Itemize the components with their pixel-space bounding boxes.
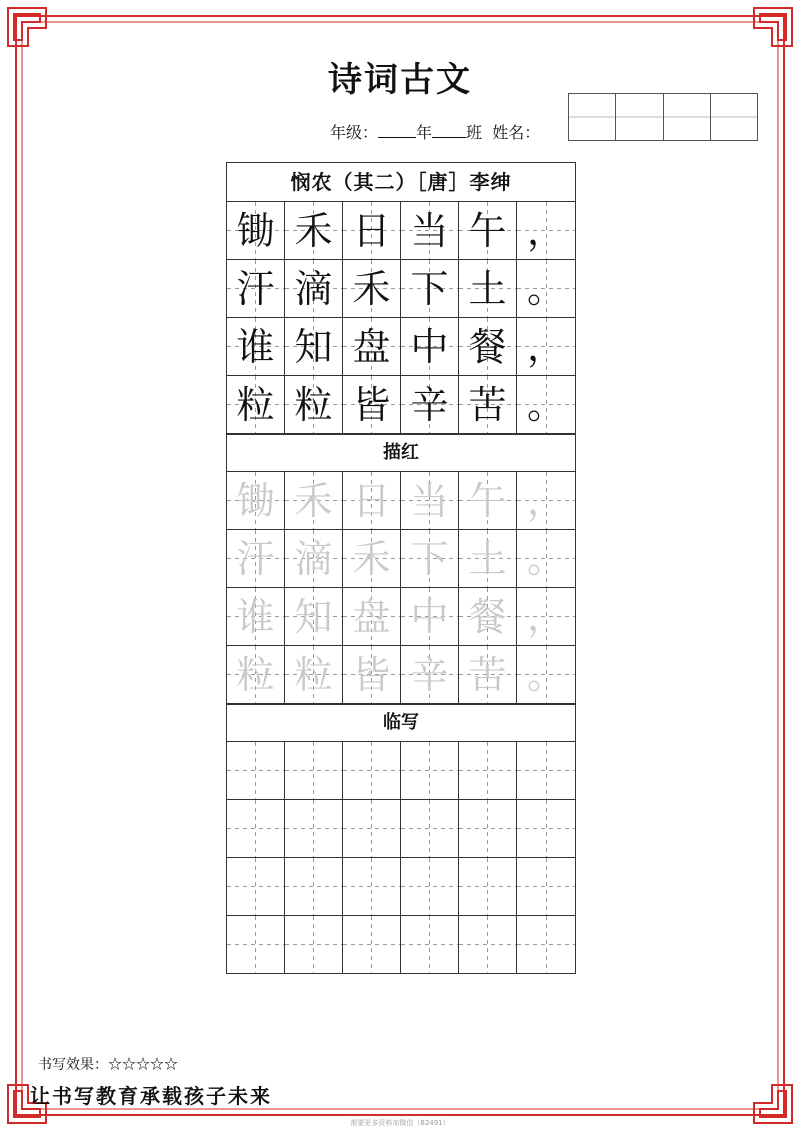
- character: 禾: [352, 536, 391, 581]
- character: 苦: [468, 382, 507, 427]
- grid-cell: [227, 318, 285, 375]
- grid-cell: [401, 318, 459, 375]
- grid-cell: [517, 472, 575, 529]
- character: 下: [410, 266, 449, 311]
- character: 。: [526, 536, 565, 581]
- character: 餐: [468, 594, 507, 639]
- grid-cell: [517, 202, 575, 259]
- character: 土: [468, 536, 507, 581]
- grid-cell: [285, 646, 343, 703]
- class-blank[interactable]: [432, 123, 466, 138]
- grid-row: [227, 800, 575, 858]
- character: 。: [526, 382, 565, 427]
- grid-cell: [227, 202, 285, 259]
- grid-cell: [227, 376, 285, 433]
- character: 日: [352, 208, 391, 253]
- grid-cell: [459, 376, 517, 433]
- grid-cell: [459, 202, 517, 259]
- grid-cell: [401, 588, 459, 645]
- character: 锄: [236, 478, 275, 523]
- copy-grid[interactable]: [227, 742, 575, 974]
- grid-cell: [517, 260, 575, 317]
- character: 粒: [236, 382, 275, 427]
- page-title: 诗词古文: [328, 60, 472, 100]
- name-box[interactable]: [664, 94, 711, 140]
- grid-cell: [517, 646, 575, 703]
- practice-sheet: [226, 162, 576, 974]
- grid-cell: [401, 646, 459, 703]
- grid-cell[interactable]: [227, 858, 285, 915]
- character: 皆: [352, 382, 391, 427]
- grid-cell[interactable]: [517, 742, 575, 799]
- grid-cell: [285, 472, 343, 529]
- character: 粒: [236, 652, 275, 697]
- grid-cell: [227, 646, 285, 703]
- character: 皆: [352, 652, 391, 697]
- grid-cell: [343, 202, 401, 259]
- grid-cell[interactable]: [401, 800, 459, 857]
- name-box[interactable]: [711, 94, 757, 140]
- grid-cell[interactable]: [517, 858, 575, 915]
- grid-cell: [401, 530, 459, 587]
- character: 午: [468, 208, 507, 253]
- grid-cell: [459, 646, 517, 703]
- name-writing-boxes[interactable]: [568, 93, 758, 141]
- grid-cell: [285, 588, 343, 645]
- grid-cell[interactable]: [285, 800, 343, 857]
- grid-cell: [343, 318, 401, 375]
- trace-section-title: 描红: [227, 434, 575, 472]
- character: 粒: [294, 652, 333, 697]
- poem-text-grid: [227, 202, 575, 434]
- grid-cell: [285, 530, 343, 587]
- grade-blank[interactable]: [378, 123, 416, 138]
- grid-cell: [517, 318, 575, 375]
- rating-stars-icon[interactable]: ☆☆☆☆☆: [108, 1057, 178, 1073]
- trace-grid: [227, 472, 575, 704]
- character: 土: [468, 266, 507, 311]
- grid-cell[interactable]: [227, 742, 285, 799]
- writing-rating: [38, 1054, 178, 1074]
- character: 禾: [352, 266, 391, 311]
- grid-cell: [227, 472, 285, 529]
- student-info-line: [330, 120, 540, 143]
- character: 日: [352, 478, 391, 523]
- rating-label: 书写效果：: [38, 1057, 108, 1073]
- grid-cell[interactable]: [285, 858, 343, 915]
- name-box[interactable]: [616, 94, 663, 140]
- grid-cell: [285, 260, 343, 317]
- character: 盘: [352, 324, 391, 369]
- grid-row: [227, 202, 575, 260]
- grid-cell: [343, 588, 401, 645]
- grid-cell: [227, 530, 285, 587]
- grid-cell[interactable]: [285, 916, 343, 973]
- grid-cell: [285, 376, 343, 433]
- grid-cell[interactable]: [343, 800, 401, 857]
- grid-row: [227, 376, 575, 434]
- grid-cell[interactable]: [227, 800, 285, 857]
- character: 下: [410, 536, 449, 581]
- grid-cell: [517, 530, 575, 587]
- grid-row: [227, 260, 575, 318]
- character: 汗: [236, 536, 275, 581]
- character: ，: [526, 478, 565, 523]
- character: 知: [294, 324, 333, 369]
- grid-cell: [227, 260, 285, 317]
- grid-row: [227, 318, 575, 376]
- grid-cell: [343, 376, 401, 433]
- year-label: 年: [416, 123, 433, 142]
- character: 禾: [294, 208, 333, 253]
- grid-cell: [459, 472, 517, 529]
- grid-cell: [343, 530, 401, 587]
- character: 当: [410, 208, 449, 253]
- character: 粒: [294, 382, 333, 427]
- grid-cell: [285, 318, 343, 375]
- grid-cell[interactable]: [401, 916, 459, 973]
- grid-cell: [401, 376, 459, 433]
- character: ，: [526, 594, 565, 639]
- grid-cell[interactable]: [459, 800, 517, 857]
- grid-row: [227, 588, 575, 646]
- grid-cell: [343, 260, 401, 317]
- copy-section-title: 临写: [227, 704, 575, 742]
- character: 谁: [236, 324, 275, 369]
- grid-cell: [459, 318, 517, 375]
- grid-cell: [343, 646, 401, 703]
- class-label: 班: [466, 123, 483, 142]
- character: 中: [410, 324, 449, 369]
- character: 当: [410, 478, 449, 523]
- grid-cell[interactable]: [343, 742, 401, 799]
- grid-cell: [517, 588, 575, 645]
- character: 。: [526, 652, 565, 697]
- grade-label: 年级：: [330, 123, 379, 142]
- character: 。: [526, 266, 565, 311]
- character: 禾: [294, 478, 333, 523]
- grid-cell[interactable]: [459, 916, 517, 973]
- slogan: 让书写教育承载孩子未来: [30, 1084, 272, 1108]
- character: 餐: [468, 324, 507, 369]
- grid-cell[interactable]: [459, 858, 517, 915]
- character: ，: [526, 324, 565, 369]
- character: 滴: [294, 536, 333, 581]
- grid-row: [227, 646, 575, 704]
- grid-cell: [517, 376, 575, 433]
- grid-cell: [459, 260, 517, 317]
- character: 滴: [294, 266, 333, 311]
- grid-cell: [459, 588, 517, 645]
- grid-cell: [285, 202, 343, 259]
- character: 汗: [236, 266, 275, 311]
- grid-cell[interactable]: [285, 742, 343, 799]
- grid-cell: [401, 260, 459, 317]
- grid-cell[interactable]: [343, 916, 401, 973]
- grid-cell: [401, 202, 459, 259]
- character: 辛: [410, 652, 449, 697]
- character: 中: [410, 594, 449, 639]
- footer-note: 需要更多资料加微信（82491）: [350, 1119, 450, 1127]
- grid-cell: [227, 588, 285, 645]
- name-label: 姓名：: [492, 123, 541, 142]
- grid-cell[interactable]: [517, 800, 575, 857]
- grid-cell[interactable]: [459, 742, 517, 799]
- character: 午: [468, 478, 507, 523]
- grid-cell[interactable]: [401, 742, 459, 799]
- grid-row: [227, 916, 575, 974]
- character: 盘: [352, 594, 391, 639]
- grid-row: [227, 858, 575, 916]
- character: 苦: [468, 652, 507, 697]
- grid-row: [227, 742, 575, 800]
- poem-heading: 悯农（其二）［唐］李绅: [227, 163, 575, 202]
- grid-row: [227, 472, 575, 530]
- character: 辛: [410, 382, 449, 427]
- grid-cell: [343, 472, 401, 529]
- character: 锄: [236, 208, 275, 253]
- grid-cell[interactable]: [227, 916, 285, 973]
- grid-row: [227, 530, 575, 588]
- grid-cell: [401, 472, 459, 529]
- name-box[interactable]: [569, 94, 616, 140]
- grid-cell: [459, 530, 517, 587]
- grid-cell[interactable]: [401, 858, 459, 915]
- character: ，: [526, 208, 565, 253]
- grid-cell[interactable]: [517, 916, 575, 973]
- grid-cell[interactable]: [343, 858, 401, 915]
- character: 谁: [236, 594, 275, 639]
- character: 知: [294, 594, 333, 639]
